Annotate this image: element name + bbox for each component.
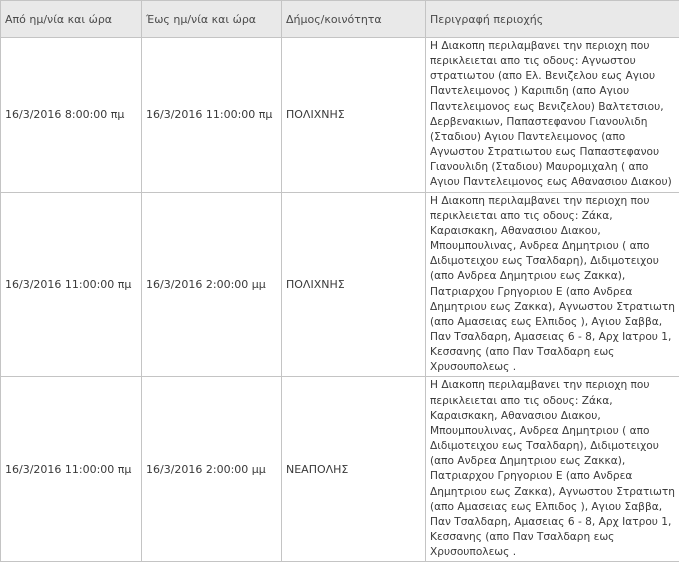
cell-description: Η Διακοπη περιλαμβανει την περιοχη που περικλειεται απο τις οδους: Ζάκα, Καραισκακη, Αθανασιου Διακου, Μπουμπουλινας, Ανδρεα Δημητριου ( απο Διδιμοτειχου εως Τσαλδαρη), Διδιμοτειχου (απο Ανδρεα Δημητριου εως Ζακκα), Πατριαρχου Γρηγοριου Ε (απο Ανδρεα Δημητριου εως Ζακκα), Αγνωστου Στρατιωτη (απο Αμασειας εως Ελπιδος ), Αγιου Σαββα, Παν Τσαλδαρη, Αμασειας 6 - 8, Αρχ Ιατρου 1, Κεσσανης (απο Παν Τσαλδαρη εως Χρυσουπολεως . xyxy=(426,377,679,562)
cell-to: 16/3/2016 2:00:00 μμ xyxy=(142,192,282,377)
header-description[interactable]: Περιγραφή περιοχής xyxy=(426,1,679,38)
cell-from: 16/3/2016 8:00:00 πμ xyxy=(1,38,142,193)
cell-municipality: ΠΟΛΙΧΝΗΣ xyxy=(282,38,426,193)
cell-municipality: ΠΟΛΙΧΝΗΣ xyxy=(282,192,426,377)
header-municipality[interactable]: Δήμος/κοινότητα xyxy=(282,1,426,38)
cell-to: 16/3/2016 11:00:00 πμ xyxy=(142,38,282,193)
table-row xyxy=(1,38,679,193)
cell-to: 16/3/2016 2:00:00 μμ xyxy=(142,377,282,562)
table-row xyxy=(1,377,679,562)
header-to[interactable]: Έως ημ/νία και ώρα xyxy=(142,1,282,38)
cell-description: Η Διακοπη περιλαμβανει την περιοχη που περικλειεται απο τις οδους: Αγνωστου στρατιωτου (απο Ελ. Βενιζελου εως Αγιου Παντελειμονος ) Καριπιδη (απο Αγιου Παντελειμονος εως Βενιζελου) Βαλτετσιου, Δερβενακιων, Παπαστεφανου Γιανουλιδη (Σταδιου) Αγιου Παντελειμονος (απο Αγνωστου Στρατιωτου εως Παπαστεφανου Γιανουλιδη (Σταδιου) Μαυρομιχαλη ( απο Αγιου Παντελειμονος εως Αθανασιου Διακου) xyxy=(426,38,679,193)
table-header xyxy=(1,1,679,38)
table-row xyxy=(1,192,679,377)
header-from[interactable]: Από ημ/νία και ώρα xyxy=(1,1,142,38)
cell-municipality: ΝΕΑΠΟΛΗΣ xyxy=(282,377,426,562)
cell-description: Η Διακοπη περιλαμβανει την περιοχη που περικλειεται απο τις οδους: Ζάκα, Καραισκακη, Αθανασιου Διακου, Μπουμπουλινας, Ανδρεα Δημητριου ( απο Διδιμοτειχου εως Τσαλδαρη), Διδιμοτειχου (απο Ανδρεα Δημητριου εως Ζακκα), Πατριαρχου Γρηγοριου Ε (απο Ανδρεα Δημητριου εως Ζακκα), Αγνωστου Στρατιωτη (απο Αμασειας εως Ελπιδος ), Αγιου Σαββα, Παν Τσαλδαρη, Αμασειας 6 - 8, Αρχ Ιατρου 1, Κεσσανης (απο Παν Τσαλδαρη εως Χρυσουπολεως . xyxy=(426,192,679,377)
table-body xyxy=(1,38,679,562)
cell-from: 16/3/2016 11:00:00 πμ xyxy=(1,377,142,562)
cell-from: 16/3/2016 11:00:00 πμ xyxy=(1,192,142,377)
header-row xyxy=(1,1,679,38)
